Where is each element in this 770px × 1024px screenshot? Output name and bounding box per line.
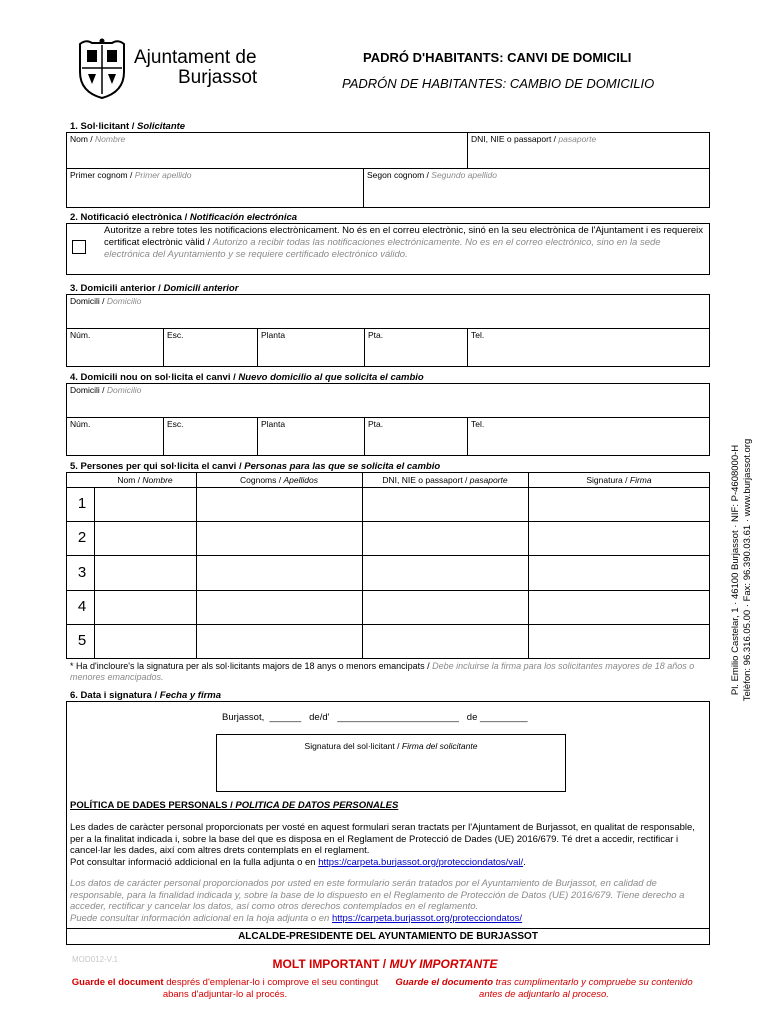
important-notice: MOLT IMPORTANT / MUY IMPORTANTE	[272, 957, 498, 971]
section-3-title: 3. Domicili anterior / Domicili anterior	[70, 283, 239, 294]
keep-document-es: Guarde el documento tras cumplimentarlo y compruebe su contenido antes de adjuntarlo al proceso.	[395, 977, 693, 1000]
nom-field[interactable]: Nom / Nombre	[66, 132, 468, 169]
policy-link-val[interactable]: https://carpeta.burjassot.org/protecciondatos/val/	[318, 856, 524, 868]
side-address-line2: Telèfon: 96.316.05.00 · Fax: 96.390.03.61 · www.burjassot.org	[742, 438, 753, 702]
section-2-text: Autoritze a rebre totes les notificacions electrònicament. No és en el correu electrònic, sinó en la seu electrònica de l'Ajuntament i es requereix certificat electrònic vàlid / Autorizo a recibir todas las notificaciones electrónicamente. No es en el correo electrónico, sino en la sede electrónica del Ayuntamiento y se requiere certificado electrónico válido.	[104, 225, 704, 260]
domicili-anterior-field[interactable]: Domicili / Domicilio	[66, 294, 710, 329]
table-row-line	[66, 624, 710, 625]
table-divider	[362, 472, 363, 659]
table-row-line	[66, 590, 710, 591]
segon-cognom-field[interactable]: Segon cognom / Segundo apellido	[363, 168, 710, 208]
table-row-line	[66, 521, 710, 522]
addressee: ALCALDE-PRESIDENTE DEL AYUNTAMIENTO DE BURJASSOT	[238, 931, 538, 942]
row-number: 3	[77, 564, 87, 581]
anterior-esc-field[interactable]: Esc.	[163, 328, 258, 367]
table-divider	[528, 472, 529, 659]
section-1-title: 1. Sol·licitant / Solicitante	[70, 121, 186, 132]
persons-table	[66, 472, 710, 659]
keep-document-val: Guarde el document després d'emplenar-lo i comprove el seu contingut abans d'adjuntar-lo al procés.	[71, 977, 379, 1000]
col-dni-header: DNI, NIE o passaport / pasaporte	[382, 475, 508, 485]
section-5-title: 5. Persones per qui sol·licita el canvi / Personas para las que se solicita el cambio	[70, 461, 441, 472]
form-code: MOD012-V.1	[72, 955, 118, 964]
section-2-title: 2. Notificació electrònica / Notificación electrónica	[70, 212, 298, 223]
policy-text-val: Les dades de caràcter personal proporcionats per vosté en aquest formulari seran tractats per l'Ajuntament de Burjassot, en qualitat de responsable, per a la finalitat indicada i, sobre la base del que es disposa en el Reglament de Protecció de Dades (UE) 2016/679. Té dret a accedir, rectificar i cancel·lar les dades, així com altres drets contemplats en el reglament. Pot consultar informació addicional en la fulla adjunta o en https://carpeta.burjassot.org/protecciondatos/val/.	[70, 822, 695, 868]
table-divider	[196, 472, 197, 659]
anterior-tel-field[interactable]: Tel.	[467, 328, 710, 367]
col-cognoms-header: Cognoms / Apellidos	[240, 475, 318, 485]
primer-cognom-field[interactable]: Primer cognom / Primer apellido	[66, 168, 364, 208]
section-4-title: 4. Domicili nou on sol·licita el canvi / Nuevo domicilio al que solicita el cambio	[70, 372, 424, 383]
coat-of-arms-logo	[76, 38, 128, 100]
row-number: 5	[77, 632, 87, 649]
table-divider	[94, 487, 95, 659]
row-number: 2	[77, 529, 87, 546]
form-title-val: PADRÓ D'HABITANTS: CANVI DE DOMICILI	[363, 50, 632, 65]
nou-esc-field[interactable]: Esc.	[163, 417, 258, 456]
signature-note: * Ha d'incloure's la signatura per als sol·licitants majors de 18 anys o menors emancipats / Debe incluirse la firma para los solicitantes mayores de 18 años o menores emancipados.	[70, 661, 695, 682]
signature-label: Signatura del sol·licitant / Firma del solicitante	[304, 741, 478, 751]
logo-text-line2: Burjassot	[178, 67, 258, 88]
table-row-line	[66, 555, 710, 556]
policy-title: POLÍTICA DE DADES PERSONALS / POLITICA DE DATOS PERSONALES	[70, 800, 399, 811]
side-address	[730, 420, 754, 720]
policy-link-es[interactable]: https://carpeta.burjassot.org/protecciondatos/	[331, 912, 523, 924]
col-signatura-header: Signatura / Firma	[586, 475, 652, 485]
dni-field[interactable]: DNI, NIE o passaport / pasaporte	[467, 132, 710, 169]
anterior-num-field[interactable]: Núm.	[66, 328, 164, 367]
side-address-line1: Pl. Emilio Castelar, 1 · 46100 Burjassot · NIF: P-4608000-H	[730, 444, 741, 696]
col-nom-header: Nom / Nombre	[117, 475, 173, 485]
date-line[interactable]: Burjassot, ______ de/d' _______________________ de _________	[222, 712, 528, 723]
policy-text-es: Los datos de carácter personal proporcionados por usted en este formulario serán tratados por el Ayuntamiento de Burjassot, en calidad de responsable, para la finalidad indicada y, sobre la base de lo dispuesto en el Reglamento de Protección de Datos (UE) 2016/679. Tiene derecho a acceder, rectificar y cancelar los datos, así como otros derechos contemplados en el reglamento. Puede consultar información adicional en la hoja adjunta o en https://carpeta.burjassot.org/protecciondatos/	[70, 878, 685, 924]
form-title-es: PADRÓN DE HABITANTES: CAMBIO DE DOMICILIO	[342, 76, 655, 91]
anterior-pta-field[interactable]: Pta.	[364, 328, 468, 367]
nou-pta-field[interactable]: Pta.	[364, 417, 468, 456]
logo-text-line1: Ajuntament de	[134, 47, 257, 68]
nou-planta-field[interactable]: Planta	[257, 417, 365, 456]
nou-num-field[interactable]: Núm.	[66, 417, 164, 456]
electronic-notification-checkbox[interactable]	[72, 240, 86, 254]
section-6-title: 6. Data i signatura / Fecha y firma	[70, 690, 222, 701]
anterior-planta-field[interactable]: Planta	[257, 328, 365, 367]
nou-tel-field[interactable]: Tel.	[467, 417, 710, 456]
row-number: 4	[77, 598, 87, 615]
domicili-nou-field[interactable]: Domicili / Domicilio	[66, 383, 710, 418]
row-number: 1	[77, 495, 87, 512]
